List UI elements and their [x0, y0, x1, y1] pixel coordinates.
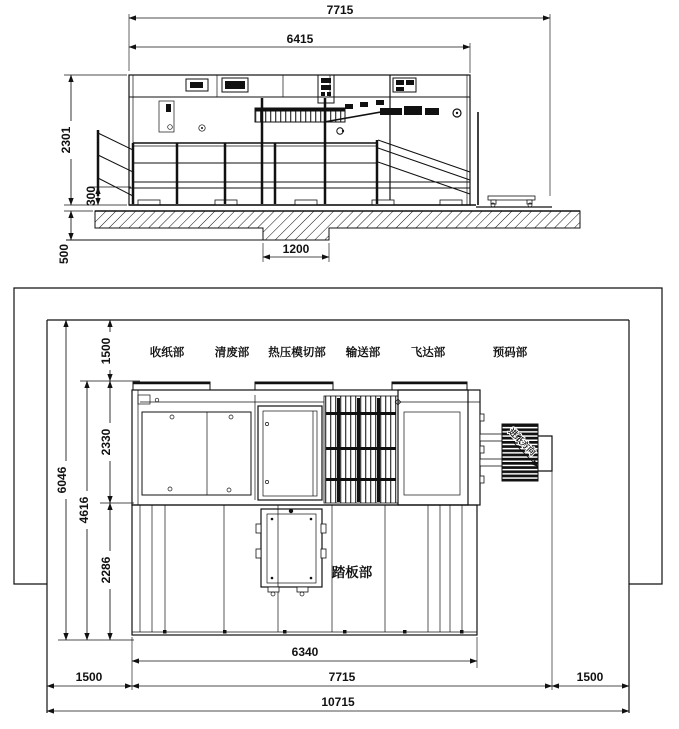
feeder-box [395, 390, 468, 505]
svg-text:2330: 2330 [99, 428, 113, 456]
delivery-box [142, 412, 251, 495]
plan-view [14, 288, 662, 713]
feeder-arm-upper [480, 434, 502, 441]
dim-upper-section-depth [99, 423, 113, 461]
display-panel-1 [186, 79, 208, 91]
dim-room-depth [55, 461, 69, 499]
svg-text:500: 500 [57, 243, 71, 265]
dim-right-clearance: 1500 [576, 670, 604, 684]
paper-stack [502, 424, 552, 690]
label-feeder-section: 飞达部 [410, 347, 446, 359]
stripper-cart-box [256, 509, 326, 596]
plan-dimensions-left [55, 320, 140, 640]
svg-text:300: 300 [84, 185, 98, 207]
cabinet-door [159, 101, 205, 132]
plan-machine-band [132, 382, 502, 505]
display-panel-3 [393, 78, 416, 92]
dim-body-width-plan: 6340 [291, 645, 319, 659]
feeder-edge-strip [468, 390, 484, 505]
elevation-machine-body [129, 75, 476, 205]
label-stripping-section: 清废部 [214, 347, 250, 359]
dim-top-clearance [99, 332, 113, 370]
svg-text:2301: 2301 [59, 126, 73, 154]
dim-base-height [84, 186, 98, 206]
dim-body-width: 6415 [286, 32, 314, 46]
plan-dimensions-bottom [47, 637, 629, 711]
dim-room-width: 10715 [321, 695, 355, 709]
pedal-platform [132, 505, 477, 635]
dim-pit-width: 1200 [282, 242, 310, 256]
svg-text:2286: 2286 [99, 556, 113, 584]
dim-machine-depth [77, 491, 91, 529]
conveyor-grid [324, 396, 398, 503]
feeder-arm-lower [480, 459, 502, 466]
section-roof-tabs [133, 382, 467, 390]
dim-machine-width-plan: 7715 [328, 670, 356, 684]
dim-platform-depth [99, 551, 113, 589]
dim-machine-height [59, 121, 73, 159]
display-panel-2 [222, 78, 248, 92]
dim-total-width: 7715 [326, 3, 354, 17]
foundation-section [66, 211, 580, 240]
label-conveying-section: 输送部 [345, 347, 381, 359]
machine-base-feet [129, 200, 476, 205]
label-delivery-section: 收纸部 [149, 347, 185, 359]
svg-text:进纸方向: 进纸方向 [506, 426, 538, 458]
diecut-box [258, 406, 322, 500]
dim-left-clearance: 1500 [75, 670, 103, 684]
svg-text:1500: 1500 [99, 337, 113, 365]
svg-text:6046: 6046 [55, 466, 69, 494]
label-hotpress-diecut-section: 热压模切部 [268, 347, 326, 359]
transfer-cart [476, 196, 552, 207]
section-labels [150, 345, 528, 359]
label-prestack-section: 预码部 [492, 347, 528, 359]
label-pedal-section: 踏板部 [331, 565, 373, 580]
elevation-view [57, 3, 580, 264]
conveyor-assembly [255, 100, 461, 134]
dim-pit-depth [57, 244, 71, 264]
svg-text:4616: 4616 [77, 496, 91, 524]
